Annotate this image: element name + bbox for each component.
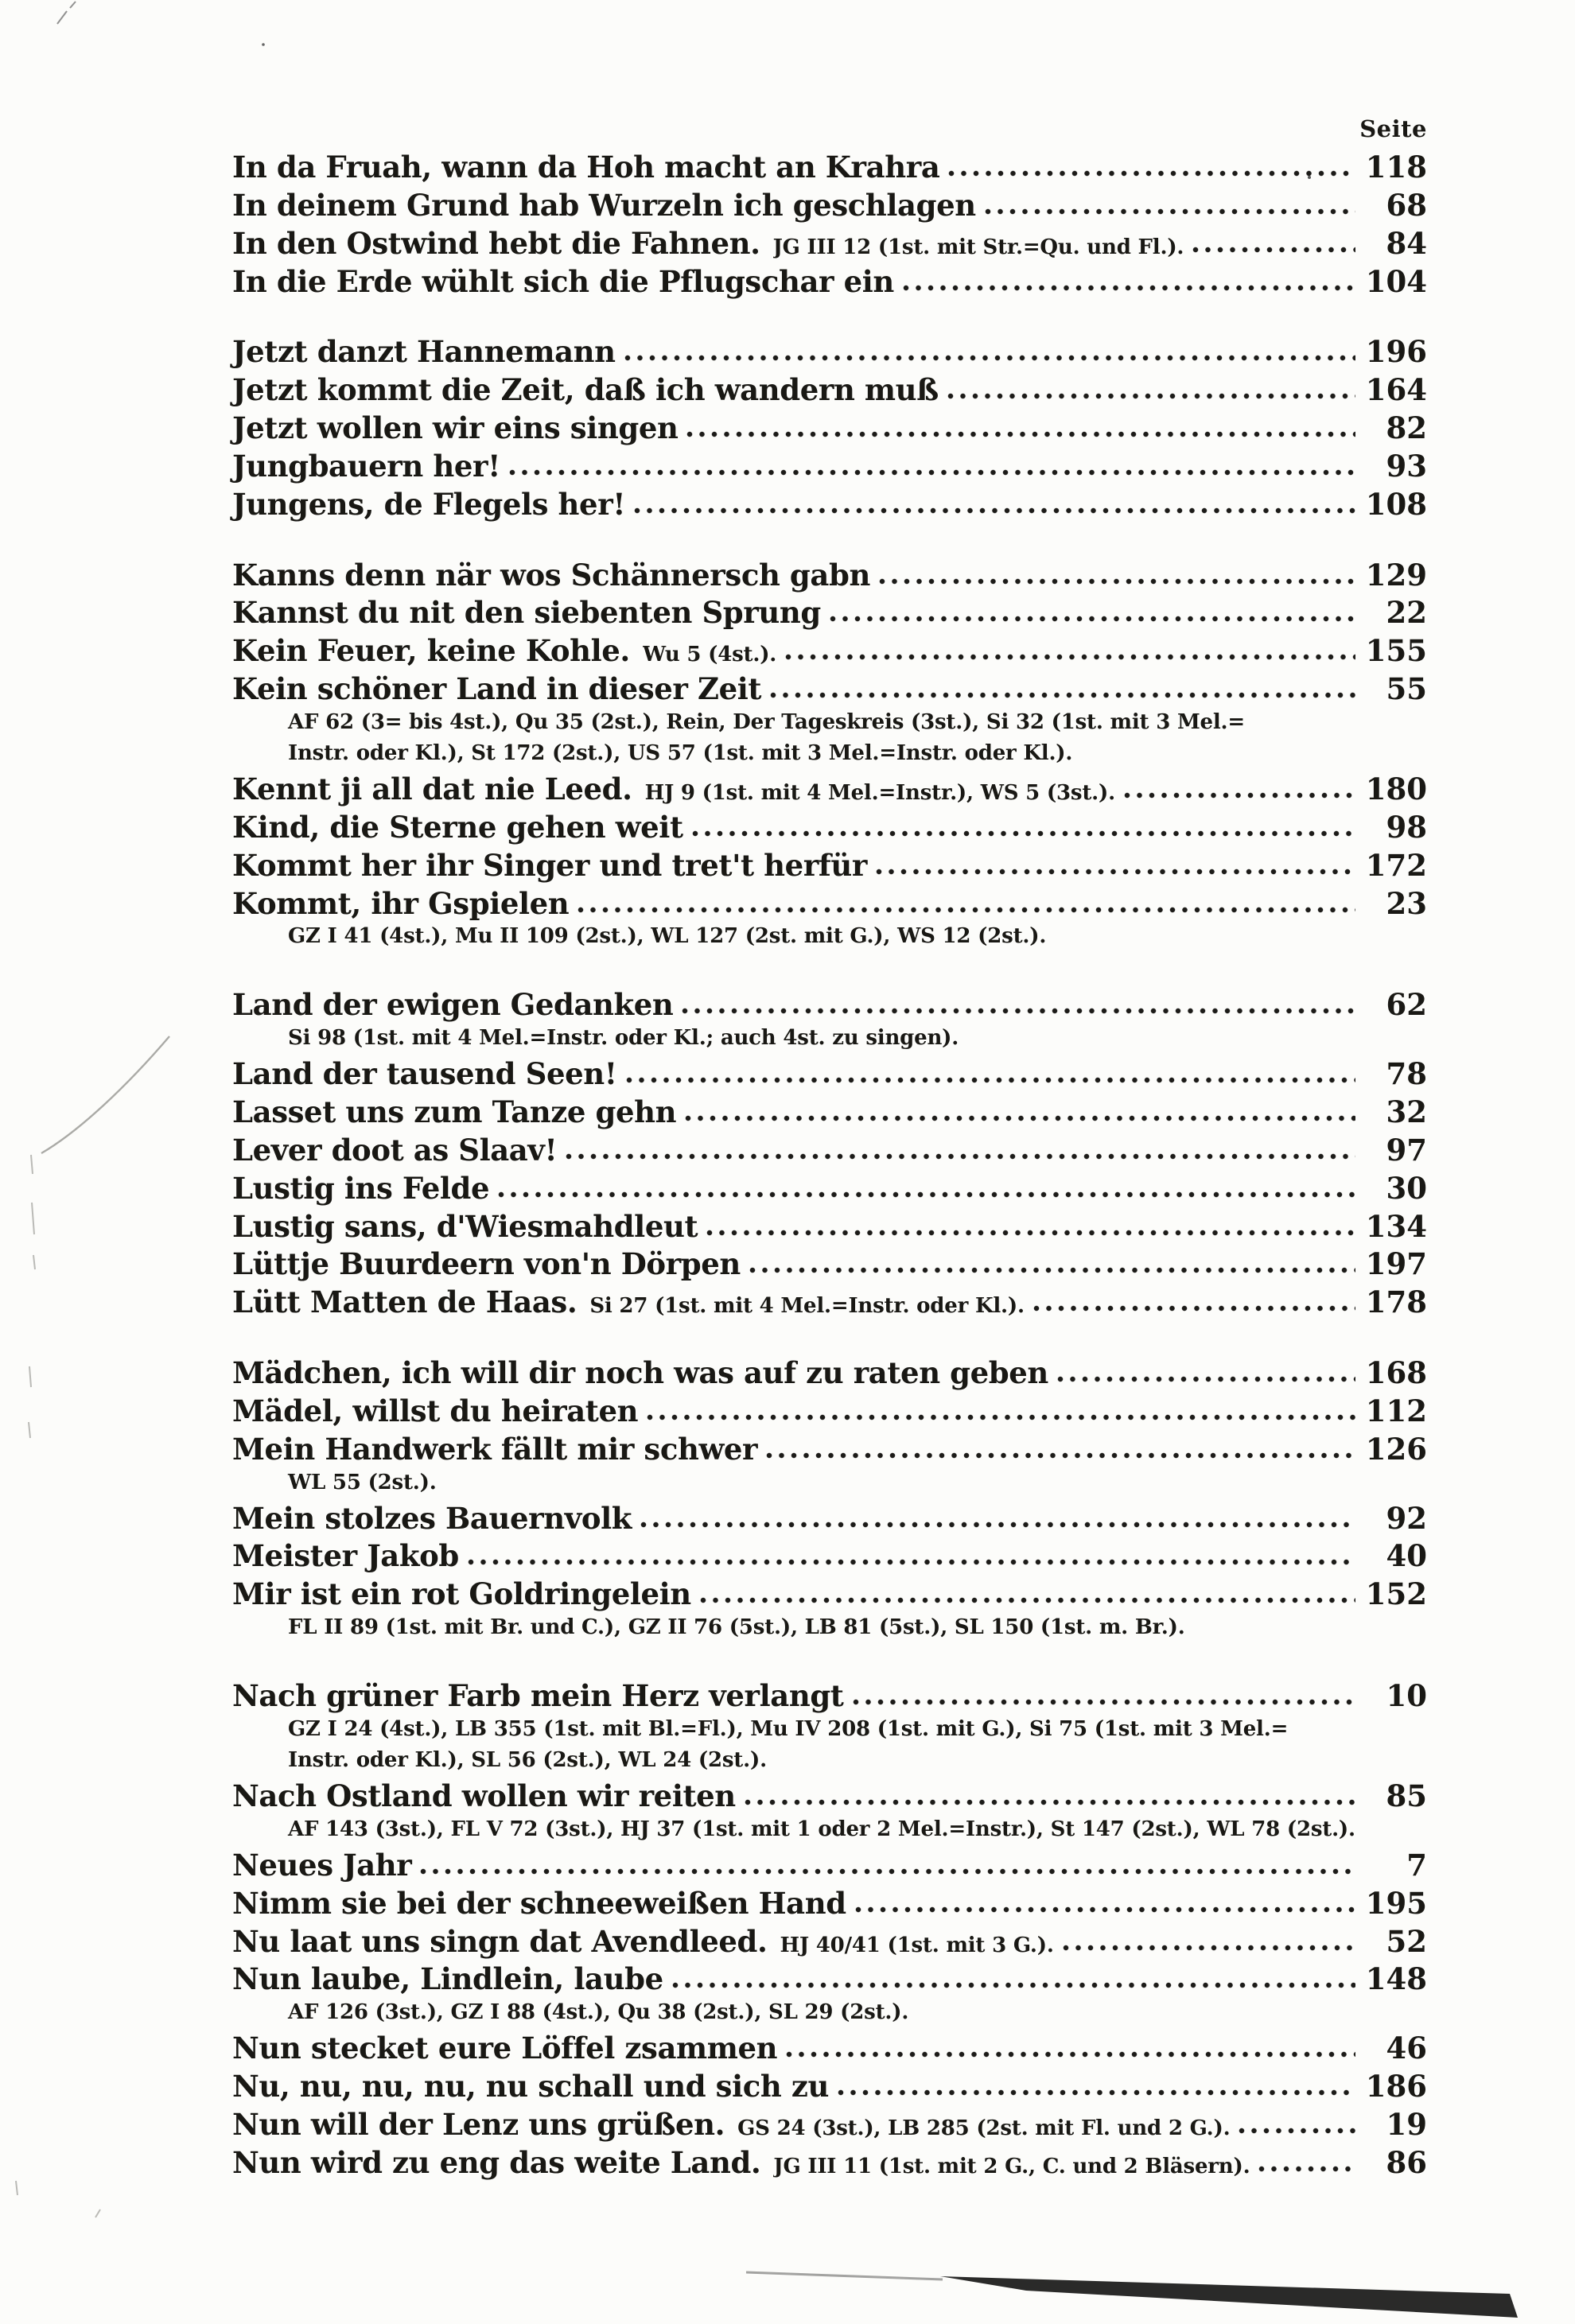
index-entry <box>232 1246 1427 1282</box>
song-title: Nun will der Lenz uns grüßen. <box>232 2106 725 2142</box>
song-title: Jetzt kommt die Zeit, daß ich wandern muß <box>232 372 939 408</box>
page-column-header: Seite <box>1359 115 1427 142</box>
dot-leader <box>706 1230 1355 1237</box>
page-number: 186 <box>1365 2069 1427 2104</box>
song-title: Mädchen, ich will dir noch was auf zu raten geben <box>232 1355 1048 1391</box>
page-number: 22 <box>1386 595 1427 631</box>
index-entry <box>232 1538 1427 1574</box>
edition-subnote: GZ I 24 (4st.), LB 355 (1st. mit Bl.=Fl.), Mu IV 208 (1st. mit G.), Si 75 (1st. mit 3 Mel.= <box>288 1717 1289 1741</box>
dot-leader <box>1032 1305 1355 1312</box>
page-number: 23 <box>1386 885 1427 921</box>
dot-leader <box>625 1077 1355 1084</box>
song-title: Kommt, ihr Gspielen <box>232 885 570 921</box>
index-entry <box>232 2144 1427 2180</box>
index-group-n <box>232 1678 1427 2180</box>
song-title: Kind, die Sterne gehen weit <box>232 809 683 845</box>
page-number: 55 <box>1386 671 1427 707</box>
edition-note: HJ 40/41 (1st. mit 3 G.). <box>780 1934 1054 1957</box>
edition-note: Si 27 (1st. mit 4 Mel.=Instr. oder Kl.). <box>589 1296 1025 1318</box>
page-number: 93 <box>1386 448 1427 484</box>
index-group-k <box>232 557 1427 950</box>
edition-subnote: WL 55 (2st.). <box>288 1470 437 1494</box>
index-entry <box>232 1961 1427 1997</box>
index-entry <box>232 1500 1427 1536</box>
song-title: Land der ewigen Gedanken <box>232 987 674 1023</box>
index-entry <box>232 1847 1427 1883</box>
page-number: 168 <box>1365 1355 1427 1391</box>
index-entry <box>232 1170 1427 1206</box>
index-entry <box>232 486 1427 522</box>
page-number: 134 <box>1365 1208 1427 1244</box>
index-entry <box>232 372 1427 408</box>
song-title: Kein schöner Land in dieser Zeit <box>232 671 762 707</box>
dot-leader <box>691 830 1355 837</box>
page-number: 155 <box>1365 633 1427 669</box>
page-number: 152 <box>1365 1576 1427 1612</box>
page-number: 86 <box>1386 2144 1427 2180</box>
dot-leader <box>947 170 1355 177</box>
dot-leader <box>646 1414 1355 1421</box>
index-entry <box>232 1431 1427 1467</box>
index-entry <box>232 1678 1427 1714</box>
edition-note: JG III 11 (1st. mit 2 G., C. und 2 Bläsern). <box>773 2155 1250 2178</box>
index-entry <box>232 987 1427 1023</box>
page-number: 118 <box>1365 150 1427 185</box>
dot-leader <box>633 507 1355 515</box>
song-title: Lever doot as Slaav! <box>232 1132 558 1168</box>
index-group-j <box>232 334 1427 522</box>
scan-mark-top-left <box>57 2 76 24</box>
page-number: 52 <box>1386 1923 1427 1959</box>
page-number: 98 <box>1386 809 1427 845</box>
page-number: 62 <box>1386 987 1427 1023</box>
edition-note: HJ 9 (1st. mit 4 Mel.=Instr.), WS 5 (3st.). <box>644 782 1115 805</box>
page-number: 10 <box>1386 1678 1427 1714</box>
index-group-i <box>232 152 1427 297</box>
page-number: 108 <box>1365 486 1427 522</box>
song-title: Nun wird zu eng das weite Land. <box>232 2144 761 2180</box>
song-title: Mädel, willst du heiraten <box>232 1393 639 1428</box>
dot-leader <box>744 1799 1355 1806</box>
dot-leader <box>784 654 1355 661</box>
scan-margin-dashes <box>16 2181 100 2217</box>
dot-leader <box>1258 2166 1355 2173</box>
edition-subnote: Instr. oder Kl.), SL 56 (2st.), WL 24 (2st.). <box>288 1748 767 1772</box>
dot-leader <box>1123 792 1355 799</box>
index-entry <box>232 225 1427 261</box>
page-number: 97 <box>1386 1132 1427 1168</box>
page-number: 19 <box>1386 2106 1427 2142</box>
edition-note: GS 24 (3st.), LB 285 (2st. mit Fl. und 2 G.). <box>737 2117 1231 2140</box>
index-groups <box>232 152 1427 2178</box>
dot-leader <box>1062 1945 1355 1952</box>
index-content <box>232 115 1427 2186</box>
song-title: Lustig sans, d'Wiesmahdleut <box>232 1208 698 1244</box>
index-entry <box>232 633 1427 669</box>
dot-leader <box>686 431 1355 438</box>
dot-leader <box>577 907 1355 914</box>
index-entry <box>232 1132 1427 1168</box>
index-entry <box>232 885 1427 921</box>
page-number: 46 <box>1386 2031 1427 2066</box>
song-title: Nimm sie bei der schneeweißen Hand <box>232 1885 846 1921</box>
index-entry <box>232 2106 1427 2142</box>
song-title: Neues Jahr <box>232 1847 412 1883</box>
index-group-l <box>232 989 1427 1318</box>
song-title: Nun laube, Lindlein, laube <box>232 1961 663 1997</box>
edition-subnote: GZ I 41 (4st.), Mu II 109 (2st.), WL 127 (2st. mit G.), WS 12 (2st.). <box>288 924 1047 949</box>
scan-pencil-curve <box>41 1036 169 1153</box>
index-entry <box>232 263 1427 299</box>
page-number: 84 <box>1386 225 1427 261</box>
song-title: Kein Feuer, keine Kohle. <box>232 633 630 669</box>
dot-leader <box>765 1452 1355 1459</box>
dot-leader <box>902 285 1355 292</box>
dot-leader <box>497 1191 1355 1199</box>
song-title: Lustig ins Felde <box>232 1170 490 1206</box>
song-title: Mein Handwerk fällt mir schwer <box>232 1431 758 1467</box>
song-title: Jetzt wollen wir eins singen <box>232 410 679 446</box>
index-entry <box>232 1094 1427 1130</box>
page-number: 197 <box>1365 1246 1427 1282</box>
page-number: 78 <box>1386 1056 1427 1092</box>
page-number: 32 <box>1386 1094 1427 1130</box>
index-entry <box>232 1393 1427 1428</box>
dot-leader <box>1238 2128 1355 2135</box>
dot-leader <box>1192 247 1355 254</box>
index-entry <box>232 2033 1427 2064</box>
song-title: Meister Jakob <box>232 1538 459 1574</box>
index-entry <box>232 1576 1427 1612</box>
index-entry <box>232 1923 1427 1959</box>
song-title: Nun stecket eure Löffel zsammen <box>232 2031 778 2066</box>
edition-subnote: AF 126 (3st.), GZ I 88 (4st.), Qu 38 (2st.), SL 29 (2st.). <box>288 2000 909 2025</box>
dot-leader <box>640 1521 1355 1529</box>
song-title: Nu, nu, nu, nu, nu schall und sich zu <box>232 2069 829 2104</box>
dot-leader <box>624 355 1355 362</box>
page-number: 40 <box>1386 1538 1427 1574</box>
index-entry <box>232 847 1427 883</box>
index-group-m <box>232 1355 1427 1641</box>
dot-leader <box>852 1699 1356 1706</box>
edition-subnote: Instr. oder Kl.), St 172 (2st.), US 57 (1st. mit 3 Mel.=Instr. oder Kl.). <box>288 740 1073 765</box>
dot-leader <box>681 1008 1355 1015</box>
song-title: Jungbauern her! <box>232 448 500 484</box>
page-number: 92 <box>1386 1500 1427 1536</box>
song-title: Mein stolzes Bauernvolk <box>232 1500 632 1536</box>
page-number: 30 <box>1386 1170 1427 1206</box>
scan-streak-bottom <box>940 2276 1518 2318</box>
page-number: 68 <box>1386 187 1427 223</box>
edition-subnote: AF 143 (3st.), FL V 72 (3st.), HJ 37 (1st. mit 1 oder 2 Mel.=Instr.), St 147 (2st.), WL 78 (2st.). <box>288 1817 1355 1841</box>
dot-leader <box>419 1868 1355 1875</box>
index-entry <box>232 152 1427 183</box>
index-entry <box>232 1208 1427 1244</box>
dot-leader <box>769 692 1355 699</box>
index-entry <box>232 1885 1427 1921</box>
page-number: 126 <box>1365 1431 1427 1467</box>
dot-leader <box>947 393 1355 400</box>
song-title: In den Ostwind hebt die Fahnen. <box>232 225 760 261</box>
song-title: In da Fruah, wann da Hoh macht an Krahra <box>232 150 940 185</box>
index-entry <box>232 557 1427 593</box>
page-number: 196 <box>1365 334 1427 370</box>
dot-leader <box>467 1559 1355 1566</box>
dot-leader <box>854 1906 1355 1914</box>
index-entry <box>232 1284 1427 1320</box>
page-number: 112 <box>1365 1393 1427 1428</box>
page-number: 148 <box>1365 1961 1427 1997</box>
song-title: Lütt Matten de Haas. <box>232 1284 578 1320</box>
dot-leader <box>1056 1376 1355 1383</box>
page-number: 104 <box>1365 263 1427 299</box>
song-title: Land der tausend Seen! <box>232 1056 617 1092</box>
song-title: Nach Ostland wollen wir reiten <box>232 1778 736 1813</box>
index-entry <box>232 1056 1427 1092</box>
dot-leader <box>699 1597 1355 1604</box>
edition-subnote: FL II 89 (1st. mit Br. und C.), GZ II 76 (5st.), LB 81 (5st.), SL 150 (1st. m. Br.). <box>288 1615 1185 1640</box>
song-title: Kommt her ihr Singer und tret't herfür <box>232 847 868 883</box>
edition-note: Wu 5 (4st.). <box>642 644 777 666</box>
song-title: Kannst du nit den siebenten Sprung <box>232 595 821 631</box>
song-title: Nach grüner Farb mein Herz verlangt <box>232 1678 844 1714</box>
index-entry <box>232 334 1427 370</box>
song-title: Jungens, de Flegels her! <box>232 486 626 522</box>
song-title: Lasset uns zum Tanze gehn <box>232 1094 677 1130</box>
index-entry <box>232 448 1427 484</box>
dot-leader <box>508 469 1355 476</box>
index-entry <box>232 809 1427 845</box>
song-title: Kennt ji all dat nie Leed. <box>232 771 632 806</box>
dot-leader <box>875 869 1355 876</box>
dot-leader <box>837 2089 1355 2097</box>
page-number: 195 <box>1365 1885 1427 1921</box>
dot-leader <box>749 1267 1355 1274</box>
dot-leader <box>684 1115 1355 1122</box>
index-entry <box>232 410 1427 446</box>
scan-margin-dashes <box>29 1155 35 1438</box>
scan-speck <box>262 43 265 46</box>
scan-streak-tail <box>746 2272 943 2279</box>
index-entry <box>232 1355 1427 1391</box>
page-number: 178 <box>1365 1284 1427 1320</box>
edition-note: JG III 12 (1st. mit Str.=Qu. und Fl.). <box>772 236 1184 258</box>
page-number: 7 <box>1406 1847 1427 1883</box>
page-number: 82 <box>1386 410 1427 446</box>
index-entry <box>232 595 1427 631</box>
edition-subnote: AF 62 (3= bis 4st.), Qu 35 (2st.), Rein, Der Tageskreis (3st.), Si 32 (1st. mit 3 Mel.= <box>288 709 1245 734</box>
page-number: 172 <box>1365 847 1427 883</box>
song-title: Nu laat uns singn dat Avendleed. <box>232 1923 768 1959</box>
page-number: 129 <box>1365 557 1427 593</box>
index-entry <box>232 1778 1427 1813</box>
index-entry <box>232 187 1427 223</box>
song-title: In die Erde wühlt sich die Pflugschar ein <box>232 263 894 299</box>
page-number: 164 <box>1365 372 1427 408</box>
dot-leader <box>878 578 1355 585</box>
index-entry <box>232 771 1427 806</box>
song-title: Mir ist ein rot Goldringelein <box>232 1576 691 1612</box>
dot-leader <box>984 208 1355 216</box>
dot-leader <box>829 616 1355 623</box>
page-number: 85 <box>1386 1778 1427 1813</box>
index-entry <box>232 671 1427 707</box>
song-title: In deinem Grund hab Wurzeln ich geschlagen <box>232 187 976 223</box>
edition-subnote: Si 98 (1st. mit 4 Mel.=Instr. oder Kl.; auch 4st. zu singen). <box>288 1026 959 1051</box>
dot-leader <box>565 1153 1355 1160</box>
song-title: Kanns denn när wos Schännersch gabn <box>232 557 870 593</box>
dot-leader <box>671 1982 1355 1989</box>
dot-leader <box>785 2051 1355 2058</box>
index-entry <box>232 2071 1427 2102</box>
song-title: Lüttje Buurdeern von'n Dörpen <box>232 1246 741 1282</box>
page-number: 180 <box>1365 771 1427 806</box>
song-title: Jetzt danzt Hannemann <box>232 334 616 370</box>
